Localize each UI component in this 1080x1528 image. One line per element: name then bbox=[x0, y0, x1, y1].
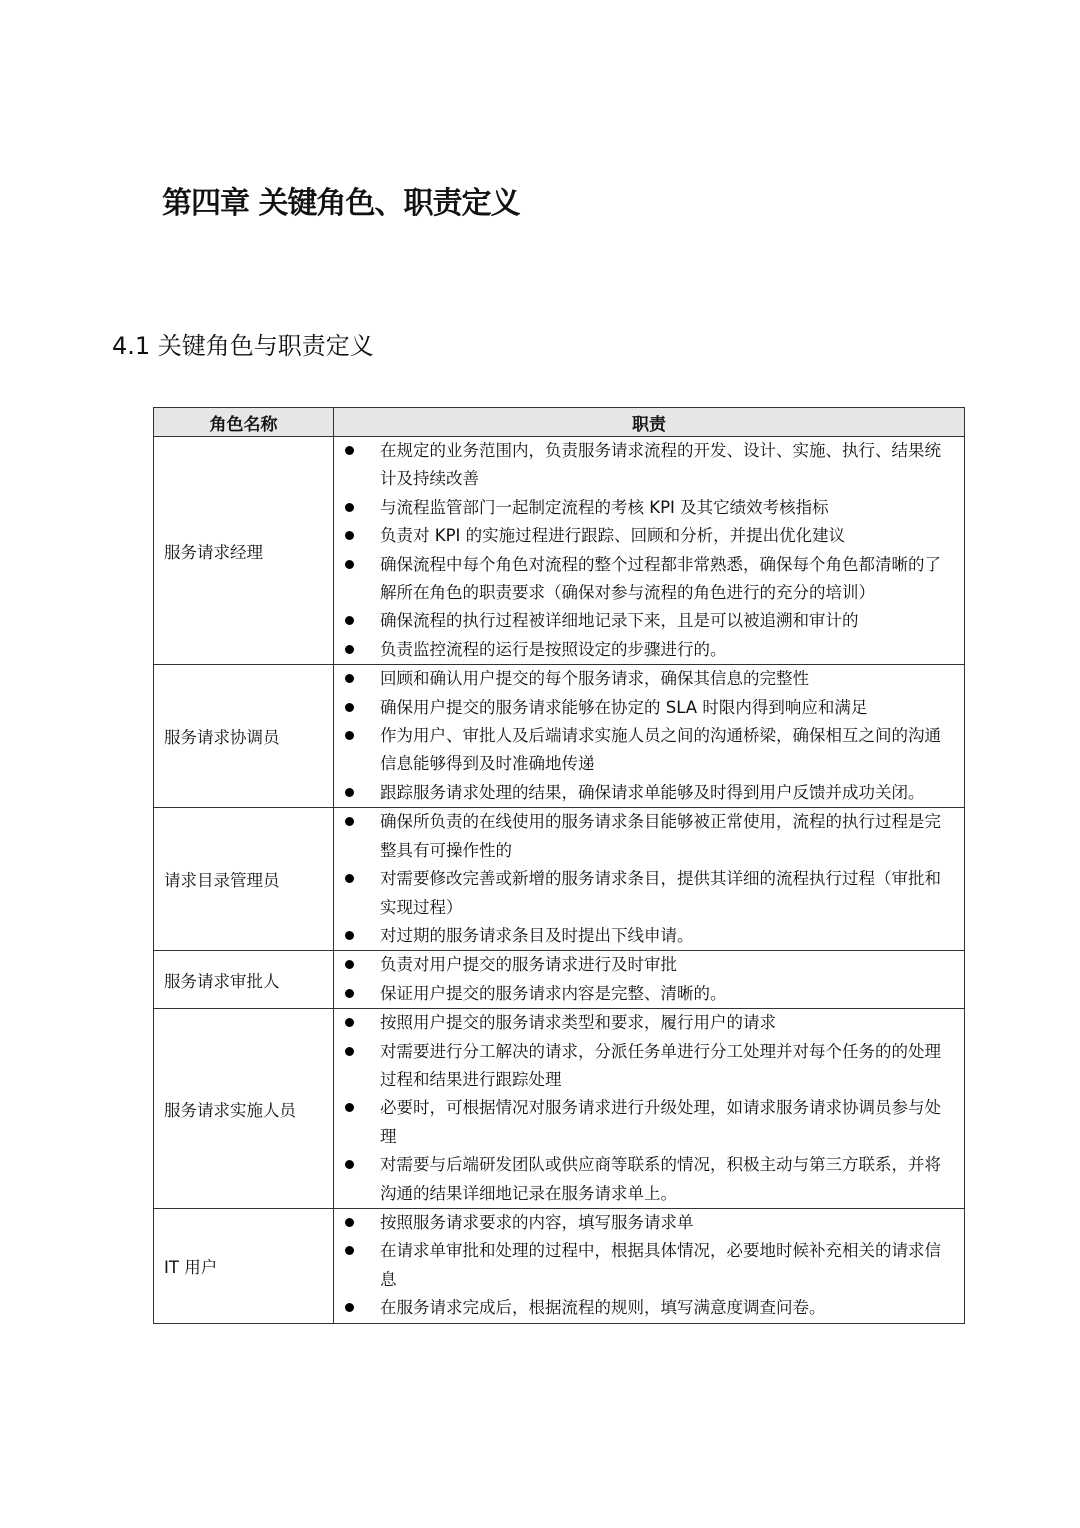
chapter-title: 第四章 关键角色、职责定义 bbox=[162, 186, 520, 221]
duty-cell bbox=[334, 808, 965, 951]
duty-item: 对需要修改完善或新增的服务请求条目，提供其详细的流程执行过程（审批和实现过程） bbox=[334, 865, 964, 922]
role-name: 服务请求经理 bbox=[154, 437, 334, 665]
duty-item: 确保所负责的在线使用的服务请求条目能够被正常使用，流程的执行过程是完整具有可操作性的 bbox=[334, 808, 964, 865]
roles-table bbox=[153, 407, 965, 1324]
table-row bbox=[154, 1009, 965, 1209]
duty-cell bbox=[334, 1009, 965, 1209]
table-row bbox=[154, 665, 965, 808]
header-duty: 职责 bbox=[334, 408, 965, 437]
table-row bbox=[154, 1208, 965, 1323]
section-title: 4.1 关键角色与职责定义 bbox=[112, 332, 374, 360]
duty-list bbox=[334, 665, 964, 807]
duty-cell bbox=[334, 665, 965, 808]
duty-item: 按照用户提交的服务请求类型和要求，履行用户的请求 bbox=[334, 1009, 964, 1037]
duty-item: 确保流程的执行过程被详细地记录下来，且是可以被追溯和审计的 bbox=[334, 607, 964, 635]
role-name: 服务请求实施人员 bbox=[154, 1009, 334, 1209]
header-role: 角色名称 bbox=[154, 408, 334, 437]
duty-item: 按照服务请求要求的内容，填写服务请求单 bbox=[334, 1209, 964, 1237]
duty-item: 作为用户、审批人及后端请求实施人员之间的沟通桥梁，确保相互之间的沟通信息能够得到及时准确地传递 bbox=[334, 722, 964, 779]
duty-item: 负责对用户提交的服务请求进行及时审批 bbox=[334, 951, 964, 979]
duty-list bbox=[334, 808, 964, 950]
duty-item: 保证用户提交的服务请求内容是完整、清晰的。 bbox=[334, 980, 964, 1008]
duty-list bbox=[334, 951, 964, 1008]
duty-item: 在请求单审批和处理的过程中，根据具体情况，必要地时候补充相关的请求信息 bbox=[334, 1237, 964, 1294]
role-name: 请求目录管理员 bbox=[154, 808, 334, 951]
role-name: 服务请求审批人 bbox=[154, 951, 334, 1009]
table-row bbox=[154, 437, 965, 665]
duty-item: 对需要进行分工解决的请求，分派任务单进行分工处理并对每个任务的的处理过程和结果进行跟踪处理 bbox=[334, 1038, 964, 1095]
duty-item: 在服务请求完成后，根据流程的规则，填写满意度调查问卷。 bbox=[334, 1294, 964, 1322]
duty-item: 跟踪服务请求处理的结果，确保请求单能够及时得到用户反馈并成功关闭。 bbox=[334, 779, 964, 807]
duty-item: 确保流程中每个角色对流程的整个过程都非常熟悉，确保每个角色都清晰的了解所在角色的职责要求（确保对参与流程的角色进行的充分的培训） bbox=[334, 551, 964, 608]
role-name: 服务请求协调员 bbox=[154, 665, 334, 808]
table-row bbox=[154, 808, 965, 951]
duty-list bbox=[334, 437, 964, 664]
duty-cell bbox=[334, 951, 965, 1009]
duty-item: 负责监控流程的运行是按照设定的步骤进行的。 bbox=[334, 636, 964, 664]
duty-item: 确保用户提交的服务请求能够在协定的 SLA 时限内得到响应和满足 bbox=[334, 694, 964, 722]
duty-item: 对过期的服务请求条目及时提出下线申请。 bbox=[334, 922, 964, 950]
table-row bbox=[154, 951, 965, 1009]
duty-item: 对需要与后端研发团队或供应商等联系的情况，积极主动与第三方联系，并将沟通的结果详细地记录在服务请求单上。 bbox=[334, 1151, 964, 1208]
duty-item: 与流程监管部门一起制定流程的考核 KPI 及其它绩效考核指标 bbox=[334, 494, 964, 522]
duty-list bbox=[334, 1209, 964, 1323]
duty-item: 在规定的业务范围内，负责服务请求流程的开发、设计、实施、执行、结果统计及持续改善 bbox=[334, 437, 964, 494]
duty-item: 负责对 KPI 的实施过程进行跟踪、回顾和分析，并提出优化建议 bbox=[334, 522, 964, 550]
duty-item: 回顾和确认用户提交的每个服务请求，确保其信息的完整性 bbox=[334, 665, 964, 693]
role-name: IT 用户 bbox=[154, 1208, 334, 1323]
duty-list bbox=[334, 1009, 964, 1208]
duty-item: 必要时，可根据情况对服务请求进行升级处理，如请求服务请求协调员参与处理 bbox=[334, 1094, 964, 1151]
duty-cell bbox=[334, 1208, 965, 1323]
table-header-row bbox=[154, 408, 965, 437]
duty-cell bbox=[334, 437, 965, 665]
